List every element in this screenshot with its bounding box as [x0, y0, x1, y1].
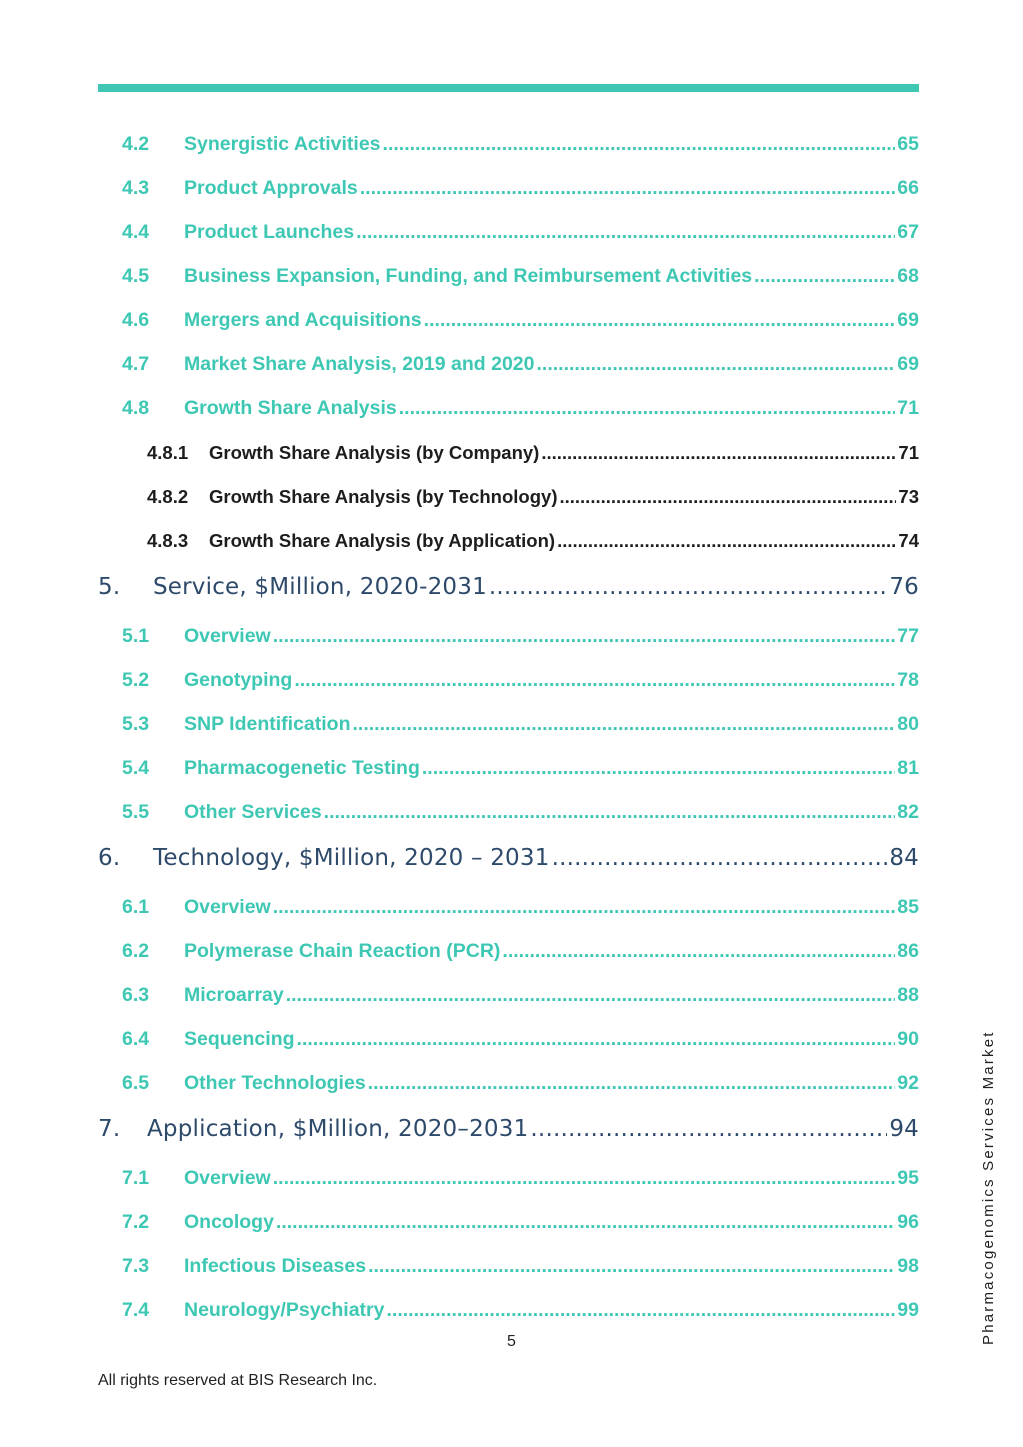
toc-leader-dots	[294, 669, 895, 692]
toc-entry-number: 7.	[98, 1116, 121, 1142]
toc-entry-title: Infectious Diseases	[184, 1255, 367, 1277]
toc-entry-title: Sequencing	[184, 1028, 295, 1050]
toc-entry-number: 4.7	[122, 353, 150, 375]
toc-leader-dots	[273, 625, 896, 648]
toc-entry-4-8-3[interactable]	[147, 530, 919, 552]
toc-entry-page: 65	[897, 133, 919, 155]
toc-entry-title: Service, $Million, 2020-2031	[153, 574, 487, 600]
toc-entry-page: 69	[897, 309, 919, 331]
toc-entry-title: Overview	[184, 625, 271, 647]
toc-entry-number: 6.5	[122, 1072, 150, 1094]
toc-entry-number: 7.2	[122, 1211, 150, 1233]
toc-entry-number: 4.8	[122, 397, 150, 419]
toc-entry-6-3[interactable]	[122, 984, 919, 1007]
toc-entry-7-1[interactable]	[122, 1167, 919, 1190]
top-accent-rule	[98, 84, 919, 92]
toc-entry-5-3[interactable]	[122, 713, 919, 736]
toc-leader-dots	[557, 530, 896, 552]
toc-entry-number: 4.8.2	[147, 486, 189, 507]
toc-leader-dots	[754, 265, 895, 288]
toc-entry-title: Application, $Million, 2020–2031	[147, 1116, 529, 1142]
toc-chapter-7[interactable]	[98, 1116, 919, 1142]
toc-entry-page: 98	[897, 1255, 919, 1277]
toc-entry-page: 73	[898, 486, 919, 507]
toc-entry-number: 6.1	[122, 896, 150, 918]
toc-entry-page: 86	[897, 940, 919, 962]
toc-leader-dots	[552, 845, 888, 871]
toc-leader-dots	[422, 757, 895, 780]
toc-entry-6-5[interactable]	[122, 1072, 919, 1095]
toc-leader-dots	[530, 1116, 887, 1142]
toc-leader-dots	[368, 1255, 895, 1278]
toc-entry-title: Overview	[184, 896, 271, 918]
toc-entry-5-4[interactable]	[122, 757, 919, 780]
toc-entry-number: 7.1	[122, 1167, 150, 1189]
toc-entry-7-2[interactable]	[122, 1211, 919, 1234]
toc-entry-page: 95	[897, 1167, 919, 1189]
toc-entry-page: 99	[897, 1299, 919, 1321]
toc-entry-6-1[interactable]	[122, 896, 919, 919]
toc-entry-4-8-2[interactable]	[147, 486, 919, 508]
toc-entry-page: 78	[897, 669, 919, 691]
toc-leader-dots	[324, 801, 896, 824]
toc-entry-title: Other Technologies	[184, 1072, 366, 1094]
toc-entry-5-1[interactable]	[122, 625, 919, 648]
toc-leader-dots	[368, 1072, 896, 1095]
toc-leader-dots	[297, 1028, 896, 1051]
toc-entry-5-2[interactable]	[122, 669, 919, 692]
toc-entry-title: Genotyping	[184, 669, 293, 691]
toc-entry-page: 67	[897, 221, 919, 243]
toc-entry-number: 6.2	[122, 940, 150, 962]
toc-leader-dots	[273, 1167, 896, 1190]
toc-entry-number: 5.1	[122, 625, 150, 647]
toc-leader-dots	[399, 397, 896, 420]
toc-chapter-6[interactable]	[98, 845, 919, 871]
toc-entry-title: Oncology	[184, 1211, 274, 1233]
toc-entry-7-4[interactable]	[122, 1299, 919, 1322]
toc-entry-number: 4.6	[122, 309, 150, 331]
toc-entry-number: 6.3	[122, 984, 150, 1006]
toc-leader-dots	[353, 713, 896, 736]
toc-entry-number: 7.3	[122, 1255, 150, 1277]
toc-entry-7-3[interactable]	[122, 1255, 919, 1278]
toc-entry-4-8[interactable]	[122, 397, 919, 420]
toc-entry-number: 6.4	[122, 1028, 150, 1050]
toc-entry-number: 5.	[98, 574, 121, 600]
toc-entry-title: Neurology/Psychiatry	[184, 1299, 385, 1321]
toc-entry-number: 4.4	[122, 221, 150, 243]
toc-entry-title: Overview	[184, 1167, 271, 1189]
toc-entry-page: 76	[889, 574, 919, 600]
toc-entry-page: 74	[898, 530, 919, 551]
toc-entry-title: Synergistic Activities	[184, 133, 381, 155]
toc-entry-number: 6.	[98, 845, 121, 871]
toc-leader-dots	[502, 940, 895, 963]
toc-leader-dots	[489, 574, 887, 600]
toc-entry-number: 5.5	[122, 801, 150, 823]
toc-entry-4-5[interactable]	[122, 265, 919, 288]
toc-entry-page: 82	[897, 801, 919, 823]
toc-entry-title: Other Services	[184, 801, 322, 823]
toc-entry-title: Polymerase Chain Reaction (PCR)	[184, 940, 501, 962]
toc-entry-title: Market Share Analysis, 2019 and 2020	[184, 353, 535, 375]
toc-entry-4-4[interactable]	[122, 221, 919, 244]
toc-entry-page: 94	[889, 1116, 919, 1142]
toc-entry-title: Microarray	[184, 984, 284, 1006]
toc-entry-title: SNP Identification	[184, 713, 351, 735]
toc-entry-6-2[interactable]	[122, 940, 919, 963]
toc-entry-page: 66	[897, 177, 919, 199]
toc-leader-dots	[424, 309, 896, 332]
toc-entry-page: 69	[897, 353, 919, 375]
toc-entry-page: 81	[897, 757, 919, 779]
toc-entry-title: Growth Share Analysis (by Application)	[209, 530, 556, 551]
toc-entry-page: 84	[889, 845, 919, 871]
copyright-footer: All rights reserved at BIS Research Inc.	[98, 1372, 378, 1389]
toc-leader-dots	[559, 486, 896, 508]
toc-entry-number: 7.4	[122, 1299, 150, 1321]
toc-entry-page: 92	[897, 1072, 919, 1094]
toc-leader-dots	[276, 1211, 895, 1234]
toc-entry-number: 5.2	[122, 669, 150, 691]
toc-entry-page: 85	[897, 896, 919, 918]
toc-entry-number: 5.3	[122, 713, 150, 735]
toc-entry-page: 68	[897, 265, 919, 287]
toc-leader-dots	[386, 1299, 895, 1322]
toc-entry-5-5[interactable]	[122, 801, 919, 824]
toc-entry-page: 71	[897, 397, 919, 419]
toc-leader-dots	[356, 221, 895, 244]
toc-entry-number: 4.3	[122, 177, 150, 199]
toc-leader-dots	[383, 133, 896, 156]
toc-entry-number: 5.4	[122, 757, 150, 779]
page-number: 5	[507, 1333, 516, 1350]
toc-entry-title: Mergers and Acquisitions	[184, 309, 422, 331]
toc-entry-title: Business Expansion, Funding, and Reimbursement Activities	[184, 265, 753, 287]
toc-entry-4-6[interactable]	[122, 309, 919, 332]
toc-entry-6-4[interactable]	[122, 1028, 919, 1051]
toc-entry-title: Product Launches	[184, 221, 355, 243]
toc-entry-4-3[interactable]	[122, 177, 919, 200]
toc-leader-dots	[273, 896, 896, 919]
toc-leader-dots	[286, 984, 896, 1007]
toc-entry-page: 88	[897, 984, 919, 1006]
toc-entry-page: 90	[897, 1028, 919, 1050]
toc-entry-4-2[interactable]	[122, 133, 919, 156]
toc-entry-page: 96	[897, 1211, 919, 1233]
toc-entry-4-7[interactable]	[122, 353, 919, 376]
toc-leader-dots	[541, 442, 896, 464]
toc-leader-dots	[360, 177, 896, 200]
toc-entry-title: Growth Share Analysis (by Company)	[209, 442, 540, 463]
toc-entry-title: Growth Share Analysis (by Technology)	[209, 486, 558, 507]
toc-leader-dots	[536, 353, 895, 376]
toc-entry-number: 4.2	[122, 133, 150, 155]
toc-entry-title: Product Approvals	[184, 177, 358, 199]
toc-entry-title: Growth Share Analysis	[184, 397, 397, 419]
toc-entry-page: 77	[897, 625, 919, 647]
toc-entry-page: 71	[898, 442, 919, 463]
toc-entry-title: Pharmacogenetic Testing	[184, 757, 420, 779]
toc-entry-page: 80	[897, 713, 919, 735]
toc-chapter-5[interactable]	[98, 574, 919, 600]
toc-entry-4-8-1[interactable]	[147, 442, 919, 464]
toc-entry-number: 4.8.1	[147, 442, 189, 463]
side-running-title: Pharmacogenomics Services Market	[980, 1030, 997, 1345]
toc-entry-number: 4.5	[122, 265, 150, 287]
toc-entry-number: 4.8.3	[147, 530, 189, 551]
toc-entry-title: Technology, $Million, 2020 – 2031	[153, 845, 550, 871]
